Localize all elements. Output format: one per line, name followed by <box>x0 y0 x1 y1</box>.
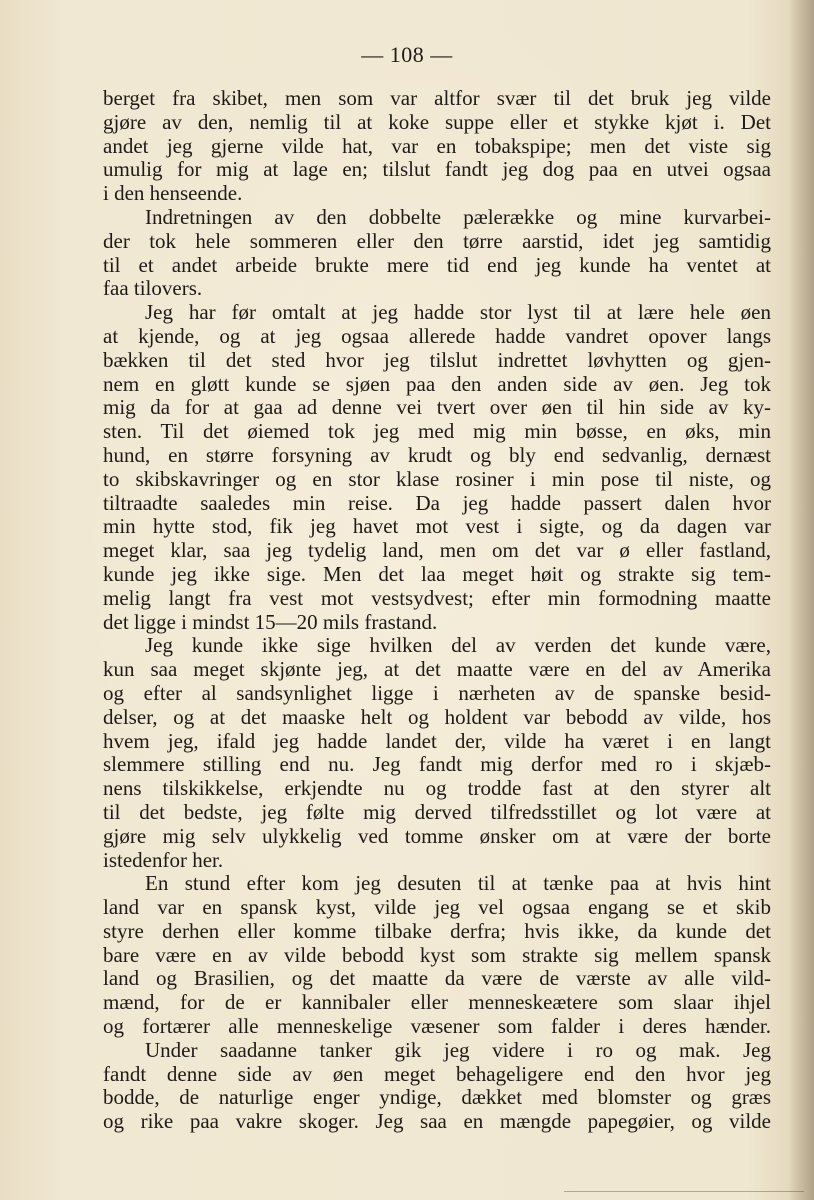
text-line: Jeg har før omtalt at jeg hadde stor lyst til at lære hele øen <box>145 300 771 325</box>
text-line: der tok hele sommeren eller den tørre aarstid, idet jeg samtidig <box>103 228 771 253</box>
text-line: min hytte stod, fik jeg havet mot vest i sigte, og da dagen var <box>103 514 771 539</box>
paragraph <box>103 1039 771 1134</box>
text-line: nem en gløtt kunde se sjøen paa den anden side av øen. Jeg tok <box>103 371 771 396</box>
text-line: faa tilovers. <box>103 276 203 301</box>
text-line: det ligge i mindst 15—20 mils frastand. <box>103 609 438 634</box>
text-line: En stund efter kom jeg desuten til at tænke paa at hvis hint <box>145 871 771 896</box>
text-line: Under saadanne tanker gik jeg videre i ro og mak. Jeg <box>145 1037 771 1062</box>
text-line: fandt denne side av øen meget behageligere end den hvor jeg <box>103 1061 771 1086</box>
text-line: bare være en av vilde bebodd kyst som strakte sig mellem spansk <box>103 942 771 967</box>
text-line: hund, en større forsyning av krudt og bly end sedvanlig, dernæst <box>103 442 771 467</box>
text-line: at kjende, og at jeg ogsaa allerede hadde vandret opover langs <box>103 323 771 348</box>
text-line: Jeg kunde ikke sige hvilken del av verden det kunde være, <box>145 633 771 658</box>
text-line: delser, og at det maaske helt og holdent var bebodd av vilde, hos <box>103 704 771 729</box>
text-line: land og Brasilien, og det maatte da være de værste av alle vild- <box>103 966 771 991</box>
text-line: og fortærer alle menneskelige væsener som falder i deres hænder. <box>103 1014 771 1039</box>
text-line: hvem jeg, ifald jeg hadde landet der, vilde ha været i en langt <box>103 728 771 753</box>
text-line: land var en spansk kyst, vilde jeg vel ogsaa engang se et skib <box>103 895 771 920</box>
text-line: andet jeg gjerne vilde hat, var en tobakspipe; men det viste sig <box>103 133 771 158</box>
text-line: kunde jeg ikke sige. Men det laa meget høit og strakte sig tem- <box>103 561 771 586</box>
page-edge-shadow <box>788 0 814 1200</box>
text-line: tiltraadte saaledes min reise. Da jeg hadde passert dalen hvor <box>103 490 771 515</box>
text-line: to skibskavringer og en stor klase rosiner i min pose til niste, og <box>103 466 771 491</box>
text-line: bækken til det sted hvor jeg tilslut indrettet løvhytten og gjen- <box>103 347 771 372</box>
text-line: og rike paa vakre skoger. Jeg saa en mængde papegøier, og vilde <box>103 1109 771 1134</box>
paragraph <box>103 206 771 301</box>
text-line: nens tilskikkelse, erkjendte nu og trodde fast at den styrer alt <box>103 776 771 801</box>
paragraph <box>103 301 771 634</box>
text-line: i den henseende. <box>103 181 243 206</box>
body-text <box>103 87 771 1134</box>
text-line: til det bedste, jeg følte mig derved tilfredsstillet og lot være at <box>103 799 771 824</box>
text-line: styre derhen eller komme tilbake derfra; hvis ikke, da kunde det <box>103 918 771 943</box>
text-line: slemmere stilling end nu. Jeg fandt mig derfor med ro i skjæb- <box>103 752 771 777</box>
text-line: meget klar, saa jeg tydelig land, men om det var ø eller fastland, <box>103 538 771 563</box>
text-line: melig langt fra vest mot vestsydvest; efter min formodning maatte <box>103 585 771 610</box>
text-line: mig da for at gaa ad denne vei tvert over øen til hin side av ky- <box>103 395 771 420</box>
text-line: istedenfor her. <box>103 847 224 872</box>
text-line: gjøre mig selv ulykkelig ved tomme ønsker om at være der borte <box>103 823 771 848</box>
text-line: bodde, de naturlige enger yndige, dækket med blomster og græs <box>103 1085 771 1110</box>
text-line: umulig for mig at lage en; tilslut fandt jeg dog paa en utvei ogsaa <box>103 157 771 182</box>
text-line: Indretningen av den dobbelte pælerække og mine kurvarbei- <box>145 204 771 229</box>
text-line: sten. Til det øiemed tok jeg med mig min bøsse, en øks, min <box>103 419 771 444</box>
page-number: — 108 — <box>361 42 453 67</box>
text-line: og efter al sandsynlighet ligge i nærheten av de spanske besid- <box>103 680 771 705</box>
text-line: berget fra skibet, men som var altfor svær til det bruk jeg vilde <box>103 86 771 110</box>
paragraph <box>103 87 771 206</box>
page-bottom-rule <box>564 1191 804 1192</box>
text-line: gjøre av den, nemlig til at koke suppe eller et stykke kjøt i. Det <box>103 109 771 134</box>
text-line: kun saa meget skjønte jeg, at det maatte være en del av Amerika <box>103 657 771 682</box>
text-line: mænd, for de er kannibaler eller menneskeætere som slaar ihjel <box>103 990 771 1015</box>
paragraph <box>103 634 771 872</box>
text-line: til et andet arbeide brukte mere tid end jeg kunde ha ventet at <box>103 252 771 277</box>
paragraph <box>103 872 771 1039</box>
